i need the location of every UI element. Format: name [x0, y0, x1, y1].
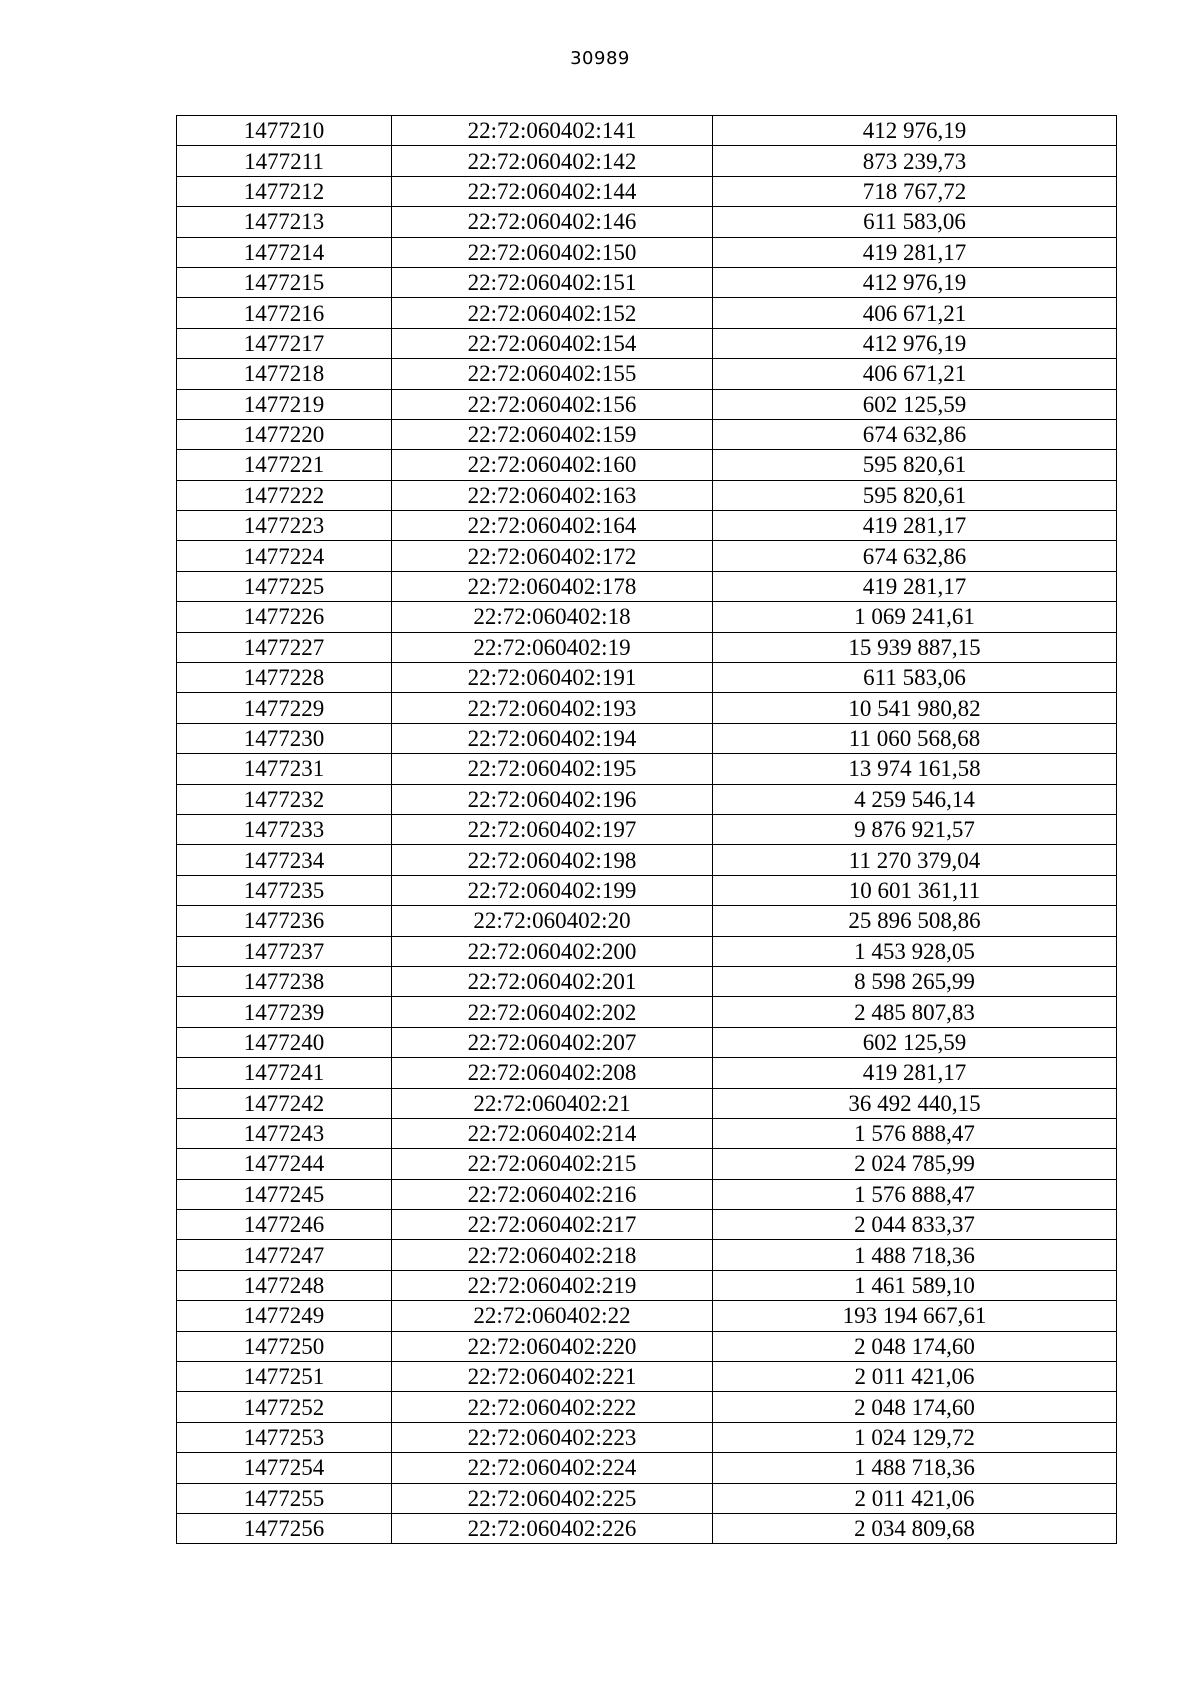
- row-number-cell: 1477237: [177, 936, 392, 966]
- row-number-cell: 1477232: [177, 784, 392, 814]
- cadastral-number-cell: 22:72:060402:141: [392, 116, 713, 146]
- table-row: [177, 602, 1117, 632]
- table-row: [177, 1453, 1117, 1483]
- row-number-cell: 1477256: [177, 1513, 392, 1543]
- table-row: [177, 845, 1117, 875]
- cadastral-number-cell: 22:72:060402:151: [392, 267, 713, 297]
- value-cell: 602 125,59: [713, 389, 1117, 419]
- cadastral-number-cell: 22:72:060402:223: [392, 1422, 713, 1452]
- row-number-cell: 1477255: [177, 1483, 392, 1513]
- value-cell: 2 011 421,06: [713, 1362, 1117, 1392]
- row-number-cell: 1477216: [177, 298, 392, 328]
- value-cell: 419 281,17: [713, 1058, 1117, 1088]
- value-cell: 1 024 129,72: [713, 1422, 1117, 1452]
- row-number-cell: 1477218: [177, 359, 392, 389]
- cadastral-number-cell: 22:72:060402:163: [392, 480, 713, 510]
- value-cell: 1 488 718,36: [713, 1453, 1117, 1483]
- cadastral-number-cell: 22:72:060402:200: [392, 936, 713, 966]
- row-number-cell: 1477230: [177, 723, 392, 753]
- row-number-cell: 1477225: [177, 571, 392, 601]
- cadastral-number-cell: 22:72:060402:172: [392, 541, 713, 571]
- table-row: [177, 1027, 1117, 1057]
- table-row: [177, 1179, 1117, 1209]
- row-number-cell: 1477217: [177, 328, 392, 358]
- cadastral-number-cell: 22:72:060402:201: [392, 966, 713, 996]
- row-number-cell: 1477254: [177, 1453, 392, 1483]
- cadastral-number-cell: 22:72:060402:214: [392, 1118, 713, 1148]
- table-row: [177, 693, 1117, 723]
- value-cell: 419 281,17: [713, 237, 1117, 267]
- value-cell: 611 583,06: [713, 663, 1117, 693]
- cadastral-number-cell: 22:72:060402:197: [392, 814, 713, 844]
- value-cell: 25 896 508,86: [713, 906, 1117, 936]
- value-cell: 1 461 589,10: [713, 1270, 1117, 1300]
- value-cell: 873 239,73: [713, 146, 1117, 176]
- cadastral-number-cell: 22:72:060402:225: [392, 1483, 713, 1513]
- cadastral-number-cell: 22:72:060402:21: [392, 1088, 713, 1118]
- cadastral-number-cell: 22:72:060402:164: [392, 511, 713, 541]
- cadastral-number-cell: 22:72:060402:226: [392, 1513, 713, 1543]
- page-number: 30989: [570, 48, 630, 69]
- table-row: [177, 1513, 1117, 1543]
- row-number-cell: 1477251: [177, 1362, 392, 1392]
- table-row: [177, 875, 1117, 905]
- row-number-cell: 1477220: [177, 419, 392, 449]
- cadastral-number-cell: 22:72:060402:156: [392, 389, 713, 419]
- row-number-cell: 1477250: [177, 1331, 392, 1361]
- row-number-cell: 1477213: [177, 207, 392, 237]
- row-number-cell: 1477253: [177, 1422, 392, 1452]
- row-number-cell: 1477241: [177, 1058, 392, 1088]
- row-number-cell: 1477245: [177, 1179, 392, 1209]
- value-cell: 2 048 174,60: [713, 1331, 1117, 1361]
- value-cell: 419 281,17: [713, 511, 1117, 541]
- value-cell: 406 671,21: [713, 298, 1117, 328]
- row-number-cell: 1477223: [177, 511, 392, 541]
- value-cell: 10 541 980,82: [713, 693, 1117, 723]
- table-row: [177, 814, 1117, 844]
- cadastral-number-cell: 22:72:060402:221: [392, 1362, 713, 1392]
- value-cell: 4 259 546,14: [713, 784, 1117, 814]
- table-row: [177, 997, 1117, 1027]
- row-number-cell: 1477211: [177, 146, 392, 176]
- value-cell: 412 976,19: [713, 328, 1117, 358]
- table-row: [177, 632, 1117, 662]
- table-row: [177, 237, 1117, 267]
- cadastral-number-cell: 22:72:060402:222: [392, 1392, 713, 1422]
- row-number-cell: 1477246: [177, 1210, 392, 1240]
- row-number-cell: 1477219: [177, 389, 392, 419]
- cadastral-number-cell: 22:72:060402:191: [392, 663, 713, 693]
- value-cell: 1 453 928,05: [713, 936, 1117, 966]
- table-row: [177, 1240, 1117, 1270]
- row-number-cell: 1477242: [177, 1088, 392, 1118]
- value-cell: 193 194 667,61: [713, 1301, 1117, 1331]
- row-number-cell: 1477222: [177, 480, 392, 510]
- value-cell: 406 671,21: [713, 359, 1117, 389]
- row-number-cell: 1477252: [177, 1392, 392, 1422]
- table-row: [177, 419, 1117, 449]
- cadastral-number-cell: 22:72:060402:142: [392, 146, 713, 176]
- value-cell: 1 488 718,36: [713, 1240, 1117, 1270]
- table-row: [177, 359, 1117, 389]
- table-row: [177, 1058, 1117, 1088]
- cadastral-number-cell: 22:72:060402:198: [392, 845, 713, 875]
- table-row: [177, 116, 1117, 146]
- row-number-cell: 1477240: [177, 1027, 392, 1057]
- table-row: [177, 936, 1117, 966]
- row-number-cell: 1477215: [177, 267, 392, 297]
- table-row: [177, 1118, 1117, 1148]
- value-cell: 2 044 833,37: [713, 1210, 1117, 1240]
- table-row: [177, 754, 1117, 784]
- value-cell: 595 820,61: [713, 450, 1117, 480]
- value-cell: 2 048 174,60: [713, 1392, 1117, 1422]
- cadastral-value-table: [176, 115, 1117, 1544]
- cadastral-number-cell: 22:72:060402:224: [392, 1453, 713, 1483]
- cadastral-number-cell: 22:72:060402:159: [392, 419, 713, 449]
- row-number-cell: 1477224: [177, 541, 392, 571]
- cadastral-number-cell: 22:72:060402:19: [392, 632, 713, 662]
- value-cell: 412 976,19: [713, 267, 1117, 297]
- cadastral-number-cell: 22:72:060402:202: [392, 997, 713, 1027]
- row-number-cell: 1477247: [177, 1240, 392, 1270]
- table-row: [177, 207, 1117, 237]
- value-cell: 1 069 241,61: [713, 602, 1117, 632]
- cadastral-number-cell: 22:72:060402:154: [392, 328, 713, 358]
- value-cell: 611 583,06: [713, 207, 1117, 237]
- table-row: [177, 1301, 1117, 1331]
- cadastral-number-cell: 22:72:060402:155: [392, 359, 713, 389]
- table-row: [177, 1088, 1117, 1118]
- table-row: [177, 298, 1117, 328]
- table-row: [177, 146, 1117, 176]
- table-row: [177, 571, 1117, 601]
- row-number-cell: 1477248: [177, 1270, 392, 1300]
- table-row: [177, 480, 1117, 510]
- table-row: [177, 1362, 1117, 1392]
- cadastral-number-cell: 22:72:060402:22: [392, 1301, 713, 1331]
- value-cell: 718 767,72: [713, 176, 1117, 206]
- value-cell: 2 011 421,06: [713, 1483, 1117, 1513]
- cadastral-number-cell: 22:72:060402:219: [392, 1270, 713, 1300]
- table-row: [177, 1483, 1117, 1513]
- row-number-cell: 1477221: [177, 450, 392, 480]
- table-row: [177, 1270, 1117, 1300]
- cadastral-number-cell: 22:72:060402:216: [392, 1179, 713, 1209]
- cadastral-number-cell: 22:72:060402:217: [392, 1210, 713, 1240]
- value-cell: 2 024 785,99: [713, 1149, 1117, 1179]
- table-row: [177, 328, 1117, 358]
- row-number-cell: 1477228: [177, 663, 392, 693]
- table-row: [177, 784, 1117, 814]
- table-row: [177, 176, 1117, 206]
- value-cell: 8 598 265,99: [713, 966, 1117, 996]
- row-number-cell: 1477239: [177, 997, 392, 1027]
- row-number-cell: 1477238: [177, 966, 392, 996]
- table-row: [177, 1422, 1117, 1452]
- table-row: [177, 541, 1117, 571]
- table-row: [177, 663, 1117, 693]
- row-number-cell: 1477236: [177, 906, 392, 936]
- cadastral-number-cell: 22:72:060402:18: [392, 602, 713, 632]
- value-cell: 10 601 361,11: [713, 875, 1117, 905]
- row-number-cell: 1477214: [177, 237, 392, 267]
- value-cell: 412 976,19: [713, 116, 1117, 146]
- table-row: [177, 389, 1117, 419]
- cadastral-number-cell: 22:72:060402:215: [392, 1149, 713, 1179]
- value-cell: 419 281,17: [713, 571, 1117, 601]
- value-cell: 674 632,86: [713, 419, 1117, 449]
- value-cell: 1 576 888,47: [713, 1179, 1117, 1209]
- value-cell: 36 492 440,15: [713, 1088, 1117, 1118]
- cadastral-number-cell: 22:72:060402:160: [392, 450, 713, 480]
- table-row: [177, 723, 1117, 753]
- value-cell: 1 576 888,47: [713, 1118, 1117, 1148]
- row-number-cell: 1477212: [177, 176, 392, 206]
- cadastral-number-cell: 22:72:060402:218: [392, 1240, 713, 1270]
- value-cell: 15 939 887,15: [713, 632, 1117, 662]
- value-cell: 595 820,61: [713, 480, 1117, 510]
- row-number-cell: 1477243: [177, 1118, 392, 1148]
- value-cell: 13 974 161,58: [713, 754, 1117, 784]
- value-cell: 2 034 809,68: [713, 1513, 1117, 1543]
- table-row: [177, 1331, 1117, 1361]
- row-number-cell: 1477231: [177, 754, 392, 784]
- table-body: [177, 116, 1117, 1544]
- table-row: [177, 1210, 1117, 1240]
- row-number-cell: 1477234: [177, 845, 392, 875]
- value-cell: 11 060 568,68: [713, 723, 1117, 753]
- value-cell: 674 632,86: [713, 541, 1117, 571]
- row-number-cell: 1477227: [177, 632, 392, 662]
- row-number-cell: 1477210: [177, 116, 392, 146]
- cadastral-number-cell: 22:72:060402:194: [392, 723, 713, 753]
- row-number-cell: 1477249: [177, 1301, 392, 1331]
- cadastral-number-cell: 22:72:060402:146: [392, 207, 713, 237]
- table-row: [177, 267, 1117, 297]
- table-row: [177, 450, 1117, 480]
- row-number-cell: 1477235: [177, 875, 392, 905]
- table-row: [177, 1149, 1117, 1179]
- value-cell: 2 485 807,83: [713, 997, 1117, 1027]
- cadastral-number-cell: 22:72:060402:178: [392, 571, 713, 601]
- cadastral-number-cell: 22:72:060402:193: [392, 693, 713, 723]
- value-cell: 602 125,59: [713, 1027, 1117, 1057]
- cadastral-number-cell: 22:72:060402:207: [392, 1027, 713, 1057]
- table-row: [177, 966, 1117, 996]
- table-row: [177, 1392, 1117, 1422]
- cadastral-number-cell: 22:72:060402:208: [392, 1058, 713, 1088]
- cadastral-number-cell: 22:72:060402:195: [392, 754, 713, 784]
- row-number-cell: 1477244: [177, 1149, 392, 1179]
- value-cell: 9 876 921,57: [713, 814, 1117, 844]
- cadastral-number-cell: 22:72:060402:150: [392, 237, 713, 267]
- row-number-cell: 1477229: [177, 693, 392, 723]
- value-cell: 11 270 379,04: [713, 845, 1117, 875]
- row-number-cell: 1477226: [177, 602, 392, 632]
- row-number-cell: 1477233: [177, 814, 392, 844]
- cadastral-number-cell: 22:72:060402:196: [392, 784, 713, 814]
- table-row: [177, 511, 1117, 541]
- cadastral-number-cell: 22:72:060402:220: [392, 1331, 713, 1361]
- cadastral-number-cell: 22:72:060402:144: [392, 176, 713, 206]
- cadastral-number-cell: 22:72:060402:152: [392, 298, 713, 328]
- table-row: [177, 906, 1117, 936]
- cadastral-number-cell: 22:72:060402:20: [392, 906, 713, 936]
- cadastral-number-cell: 22:72:060402:199: [392, 875, 713, 905]
